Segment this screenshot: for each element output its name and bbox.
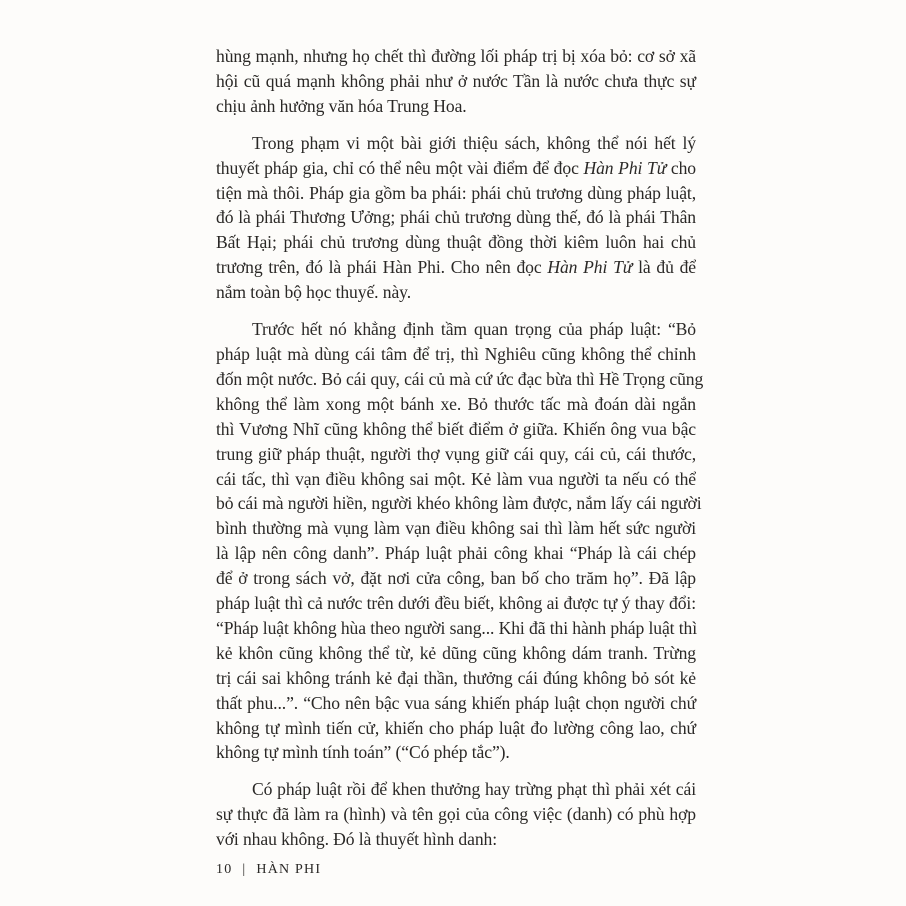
text-run: thuyết pháp gia, chỉ có thể nêu một vài điểm để đọc xyxy=(216,157,584,178)
text-line xyxy=(216,641,696,666)
text-run: tiện mà thôi. Pháp gia gồm ba phái: phái chủ trương dùng pháp luật, xyxy=(216,182,696,203)
page-body-text xyxy=(216,44,704,864)
paragraph xyxy=(216,317,704,765)
italic-book-title: Hàn Phi Tử xyxy=(547,257,633,278)
text-line xyxy=(216,777,696,802)
text-line xyxy=(216,516,696,541)
text-line xyxy=(216,591,696,616)
italic-book-title: Hàn Phi Tử xyxy=(583,157,667,178)
text-run: “Pháp luật không hùa theo người sang... Khi đã thi hành pháp luật thì xyxy=(216,617,698,638)
text-run: chịu ảnh hưởng văn hóa Trung Hoa. xyxy=(216,95,467,116)
text-line xyxy=(216,616,696,641)
text-run: bỏ cái mà người hiền, người khéo không làm được, nắm lấy cái người xyxy=(216,493,702,514)
text-run: hùng mạnh, nhưng họ chết thì đường lối pháp trị bị xóa bỏ: cơ sở xã xyxy=(216,46,696,66)
text-line xyxy=(216,740,696,765)
text-line xyxy=(216,827,696,852)
text-line xyxy=(216,69,696,94)
text-run: Trong phạm vi một bài giới thiệu sách, không thể nói hết lý xyxy=(252,132,696,153)
text-line xyxy=(216,392,696,417)
text-run: bình thường mà vụng làm vạn điều không sai thì làm hết sức người xyxy=(216,518,696,539)
text-line xyxy=(216,205,696,230)
text-run: pháp luật thì cả nước trên dưới đều biết, không ai được tự ý thay đổi: xyxy=(216,593,696,614)
text-line xyxy=(216,156,696,181)
page-number: 10 xyxy=(216,862,233,877)
text-run: trị cái sai không tránh kẻ đại thần, thưởng cái đúng không bỏ sót kẻ xyxy=(216,667,696,688)
footer-separator: | xyxy=(242,862,247,877)
text-run: Trước hết nó khẳng định tầm quan trọng của pháp luật: “Bỏ xyxy=(252,319,696,340)
text-line xyxy=(216,491,702,516)
text-run: là lập nên công danh”. Pháp luật phải công khai “Pháp là cái chép xyxy=(216,543,696,564)
paragraph xyxy=(216,131,696,305)
text-line xyxy=(216,541,696,566)
text-run: nắm toàn bộ học thuyế. này. xyxy=(216,282,412,303)
text-run: đó là phái Thương Ưởng; phái chủ trương dùng thế, đó là phái Thân xyxy=(216,207,696,228)
text-run: trương trên, đó là phái Hàn Phi. Cho nên đọc xyxy=(216,257,548,278)
text-line xyxy=(216,802,696,827)
text-run: là đủ để xyxy=(632,257,696,278)
text-run: pháp luật mà dùng cái tâm để trị, thì Nghiêu cũng không thể chỉnh xyxy=(216,343,696,364)
text-line xyxy=(216,417,696,442)
text-line xyxy=(216,691,696,716)
text-line xyxy=(216,255,696,280)
text-run: không tự mình tính toán” (“Có phép tắc”). xyxy=(216,742,510,763)
text-run: thì Vương Nhĩ cũng không thể biết điểm ở giữa. Khiến ông vua bậc xyxy=(216,418,696,439)
text-line xyxy=(216,666,696,691)
text-line xyxy=(216,131,696,156)
text-run: thất phu...”. “Cho nên bậc vua sáng khiến pháp luật chọn người chứ xyxy=(216,692,696,713)
text-run: không tự mình tiến cử, khiến cho pháp luật đo lường công lao, chứ xyxy=(216,717,696,738)
text-run: kẻ khôn cũng không thể từ, kẻ dũng cũng không dám tranh. Trừng xyxy=(216,642,696,663)
text-line xyxy=(216,94,696,119)
page-footer xyxy=(216,862,321,878)
text-run: sự thực đã làm ra (hình) và tên gọi của công việc (danh) có phù hợp xyxy=(216,804,696,825)
text-line xyxy=(216,467,696,492)
text-line xyxy=(216,181,696,206)
text-line xyxy=(216,442,696,467)
text-line xyxy=(216,367,704,392)
text-run: hội cũ quá mạnh không phải như ở nước Tần là nước chưa thực sự xyxy=(216,70,696,91)
text-run: cho xyxy=(666,157,697,178)
text-run: Có pháp luật rồi để khen thưởng hay trừng phạt thì phải xét cái xyxy=(252,779,696,800)
text-line xyxy=(216,280,696,305)
text-run: cái tấc, thì vạn điều không sai một. Kẻ làm vua người ta nếu có thể xyxy=(216,468,696,489)
text-line xyxy=(216,44,696,69)
text-run: với nhau không. Đó là thuyết hình danh: xyxy=(216,829,498,850)
text-line xyxy=(216,342,696,367)
text-line xyxy=(216,566,696,591)
text-run: trung giữ pháp thuật, người thợ vụng giữ cái quy, cái củ, cái thước, xyxy=(216,443,696,464)
text-run: không thể làm xong một bánh xe. Bỏ thước tấc mà đoán dài ngắn xyxy=(216,393,696,414)
text-run: để ở trong sách vở, đặt nơi cửa công, ban bố cho trăm họ”. Đã lập xyxy=(216,568,696,589)
text-line xyxy=(216,317,696,342)
text-line xyxy=(216,230,696,255)
text-run: Bất Hại; phái chủ trương dùng thuật đồng thời kiêm luôn hai chủ xyxy=(216,232,696,253)
text-run: đốn một nước. Bỏ cái quy, cái củ mà cứ ức đạc bừa thì Hề Trọng cũng xyxy=(216,368,704,389)
paragraph xyxy=(216,44,696,119)
running-title: HÀN PHI xyxy=(256,862,322,877)
text-line xyxy=(216,716,696,741)
paragraph xyxy=(216,777,696,852)
